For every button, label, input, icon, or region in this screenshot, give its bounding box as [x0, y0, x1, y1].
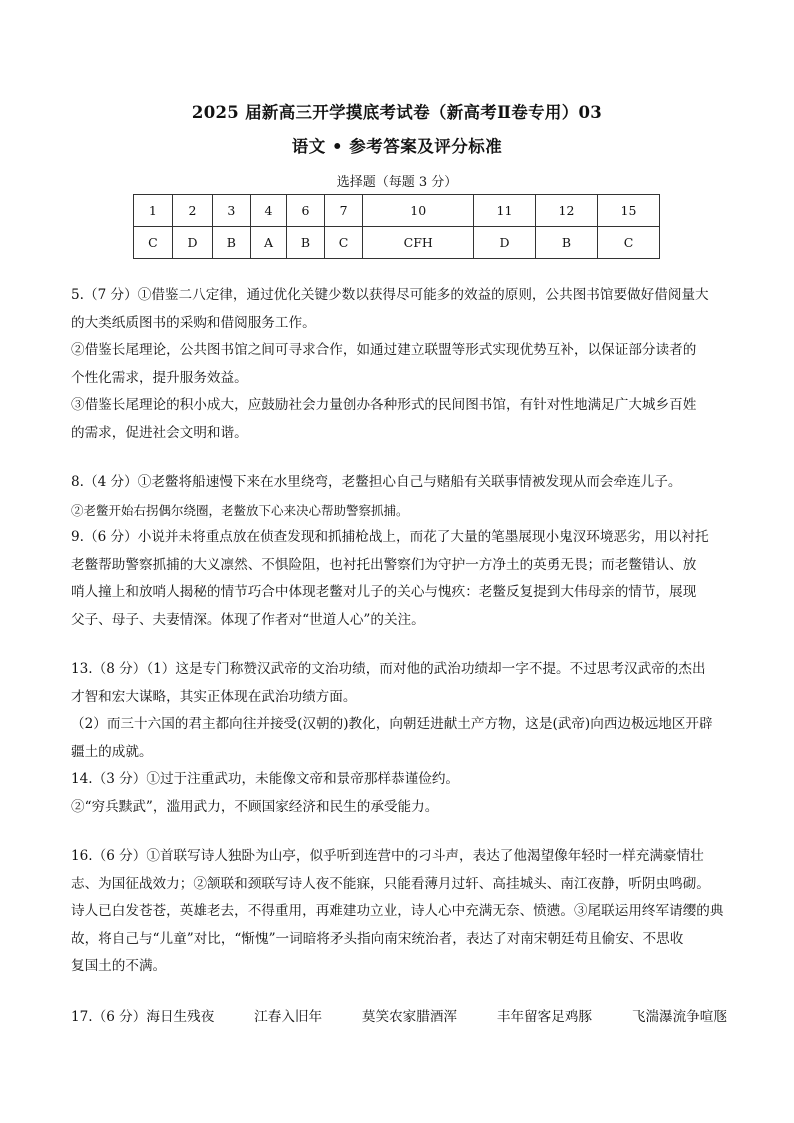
text-line: 才智和宏大谋略，其实正体现在武治功绩方面。: [71, 688, 357, 705]
answer-cell: D: [473, 227, 535, 259]
q17-item: 莫笑农家腊酒浑: [361, 1009, 458, 1025]
text-line: 老鳖帮助警察抓捕的大义凛然、不惧险阻，也衬托出警察们为守护一方净土的英勇无畏；而老鳖错认、放: [71, 556, 697, 573]
answer-cell: D: [172, 227, 212, 259]
answer-row: [134, 227, 660, 259]
q17-first: [71, 1004, 214, 1032]
text-line: 8.（4 分）①老鳖将船速慢下来在水里绕弯，老鳖担心自己与赌船有关联事情被发现从而会牵连儿子。: [71, 474, 682, 490]
q17-item: 江春入旧年: [254, 1009, 323, 1025]
text-line: ③借鉴长尾理论的积小成大，应鼓励社会力量创办各种形式的民间图书馆，有针对性地满足广大城乡百姓: [71, 397, 697, 414]
question-number: 12: [535, 195, 597, 227]
text-line: 诗人已白发苍苍，英雄老去，不得重用，再难建功立业，诗人心中充满无奈、愤懑。③尾联运用终军请缨的典: [71, 903, 724, 920]
question-number: 4: [250, 195, 287, 227]
answer-cell: CFH: [363, 227, 474, 259]
text-line: ②“穷兵黩武”，滥用武力，不顾国家经济和民生的承受能力。: [71, 798, 439, 815]
question-number: 2: [172, 195, 212, 227]
exam-subtitle: 语文 • 参考答案及评分标准: [291, 137, 503, 156]
answer-q16: [71, 843, 727, 981]
text-line: 的大类纸质图书的采购和借阅服务工作。: [71, 314, 316, 331]
q17-item: 飞湍瀑流争喧豗: [631, 1009, 727, 1025]
question-number: 10: [363, 195, 474, 227]
text-line: 9.（6 分）小说并未将重点放在侦查发现和抓捕枪战上，而花了大量的笔墨展现小鬼汊环境恶劣，用以衬托: [71, 529, 709, 546]
text-line: 父子、母子、夫妻情深。体现了作者对“世道人心”的关注。: [71, 611, 425, 628]
q17-item: 海日生残夜: [146, 1009, 215, 1025]
question-number: 7: [324, 195, 363, 227]
answer-cell: C: [597, 227, 659, 259]
answer-q5: [71, 282, 727, 448]
text-line: 个性化需求，提升服务效益。: [71, 369, 248, 386]
text-line: ②老鳖开始右拐偶尔绕圈，老鳖放下心来决心帮助警察抓捕。: [71, 502, 409, 518]
answer-q17: [71, 1004, 727, 1032]
section-heading: 选择题（每题 3 分）: [336, 175, 458, 190]
q17-item: 丰年留客足鸡豚: [496, 1009, 593, 1025]
text-line: （2）而三十六国的君主都向往并接受(汉朝的)教化，向朝廷进献土产方物，这是(武帝)向西边极远地区开辟: [71, 716, 713, 733]
answer-q8-q9: [71, 469, 727, 635]
answer-cell: B: [287, 227, 324, 259]
question-number: 15: [597, 195, 659, 227]
text-line: 13.（8 分）（1）这是专门称赞汉武帝的文治功绩，而对他的武治功绩却一字不提。不过思考汉武帝的杰出: [71, 661, 706, 677]
question-number: 11: [473, 195, 535, 227]
text-line: 复国土的不满。: [71, 958, 167, 975]
text-line: 5.（7 分）①借鉴二八定律，通过优化关键少数以获得尽可能多的效益的原则，公共图书馆要做好借阅量大: [71, 287, 709, 303]
text-line: 志、为国征战效力；②颔联和颈联写诗人夜不能寐，只能看薄月过轩、高挂城头、南江夜静，听阴虫鸣砌。: [71, 875, 710, 892]
answer-q13-q14: [71, 656, 727, 822]
answer-cell: A: [250, 227, 287, 259]
text-line: 14.（3 分）①过于注重武功，未能像文帝和景帝那样恭谨俭约。: [71, 771, 460, 788]
text-line: 疆土的成就。: [71, 743, 153, 760]
answer-cell: B: [535, 227, 597, 259]
text-line: 的需求，促进社会文明和谐。: [71, 424, 248, 441]
answer-cell: B: [213, 227, 250, 259]
text-line: 哨人撞上和放哨人揭秘的情节巧合中体现老鳖对儿子的关心与愧疚：老鳖反复提到大伟母亲的情节，展现: [71, 584, 697, 601]
text-line: 16.（6 分）①首联写诗人独卧为山亭，似乎听到连营中的刁斗声，表达了他渴望像年轻时一样充满豪情壮: [71, 848, 704, 864]
exam-title: 2025 届新高三开学摸底考试卷（新高考Ⅱ卷专用）03: [191, 103, 603, 122]
q17-prefix: 17.（6 分）: [71, 1009, 147, 1025]
answer-cell: C: [134, 227, 173, 259]
question-number-row: [134, 195, 660, 227]
text-line: ②借鉴长尾理论，公共图书馆之间可寻求合作，如通过建立联盟等形式实现优势互补，以保证部分读者的: [71, 342, 697, 359]
question-number: 1: [134, 195, 173, 227]
answer-cell: C: [324, 227, 363, 259]
text-line: 故，将自己与“儿童”对比，“惭愧”一词暗将矛头指向南宋统治者，表达了对南宋朝廷苟且偷安、不思收: [71, 930, 684, 947]
question-number: 6: [287, 195, 324, 227]
answer-table: [133, 194, 660, 259]
question-number: 3: [213, 195, 250, 227]
